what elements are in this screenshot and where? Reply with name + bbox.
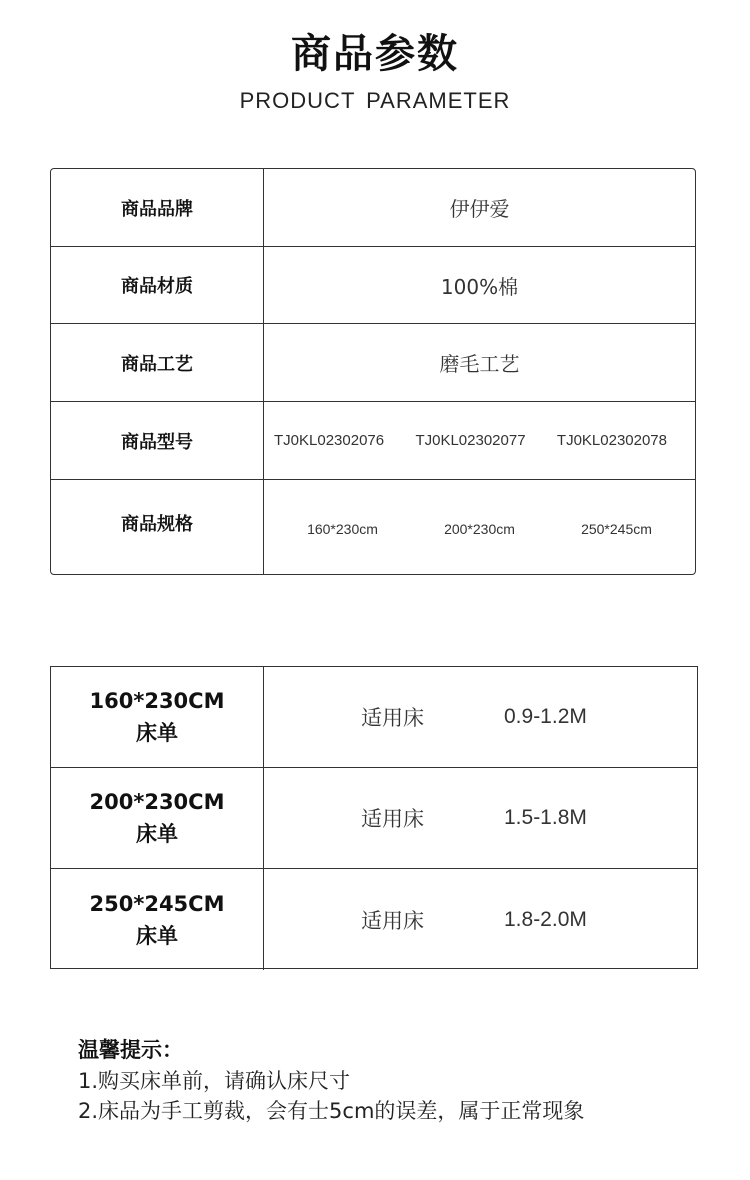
- param-row-material: [51, 247, 695, 324]
- spec-size: 160*230cm: [307, 521, 378, 537]
- parameter-table: [50, 168, 696, 575]
- bed-label: 适用床: [361, 807, 424, 831]
- param-label: 商品材质: [51, 247, 264, 323]
- tips-section: [78, 1034, 698, 1126]
- size-value: [264, 869, 697, 970]
- page-title: 商品参数: [291, 31, 459, 77]
- param-row-brand: [51, 169, 695, 247]
- tips-title: 温馨提示：: [78, 1038, 183, 1062]
- param-row-craft: [51, 324, 695, 402]
- bed-label: 适用床: [361, 908, 424, 933]
- model-number: TJ0KL02302076: [274, 432, 385, 449]
- spec-size: 200*230cm: [444, 521, 515, 537]
- spec-size: 250*245cm: [581, 521, 652, 537]
- size-dimension: 250*245CM: [89, 891, 225, 916]
- size-table: [50, 666, 698, 969]
- bed-range: 1.8-2.0M: [504, 907, 587, 931]
- size-row: [51, 768, 697, 869]
- param-value-models: [264, 402, 695, 479]
- size-row: [51, 667, 697, 768]
- param-row-model: [51, 402, 695, 480]
- param-label: 商品品牌: [51, 169, 264, 246]
- tip-line: 1.购买床单前，请确认床尺寸: [78, 1069, 351, 1093]
- param-value: 磨毛工艺: [439, 352, 520, 376]
- bed-range: 0.9-1.2M: [504, 705, 587, 728]
- size-label: [51, 768, 264, 868]
- param-value: 伊伊爱: [449, 197, 510, 221]
- tip-line: 2.床品为手工剪裁，会有士5cm的误差，属于正常现象: [78, 1099, 585, 1123]
- param-value: 100%棉: [440, 274, 519, 299]
- size-label: [51, 667, 264, 767]
- model-number: TJ0KL02302078: [556, 432, 667, 449]
- page-subtitle: PRODUCT PARAMETER: [239, 88, 511, 113]
- param-label: 商品型号: [51, 402, 264, 479]
- size-type: 床单: [136, 721, 178, 745]
- param-label: 商品规格: [51, 480, 264, 574]
- param-value-sizes: [264, 480, 695, 574]
- bed-range: 1.5-1.8M: [504, 806, 587, 829]
- size-value: [264, 768, 697, 868]
- bed-label: 适用床: [361, 706, 424, 730]
- size-dimension: 160*230CM: [89, 689, 225, 713]
- size-row: [51, 869, 697, 970]
- size-dimension: 200*230CM: [89, 790, 225, 814]
- param-row-spec: [51, 480, 695, 574]
- size-value: [264, 667, 697, 767]
- size-type: 床单: [136, 822, 178, 846]
- model-number: TJ0KL02302077: [415, 432, 526, 449]
- size-type: 床单: [136, 923, 178, 948]
- size-label: [51, 869, 264, 970]
- param-label: 商品工艺: [51, 324, 264, 401]
